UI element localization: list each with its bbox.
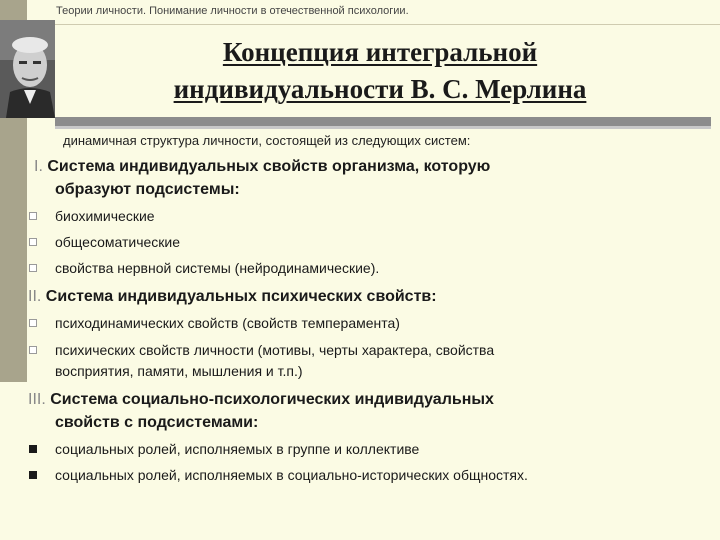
title-line-2: индивидуальности В. С. Мерлина (173, 74, 587, 104)
section-1-item-2: общесоматические (55, 234, 181, 250)
section-1-number: I. (34, 158, 43, 175)
solid-square-bullet-icon (29, 471, 37, 479)
intro-text: динамичная структура личности, состоящей из следующих систем: (63, 133, 471, 148)
section-3-item-2: социальных ролей, исполняемых в социально-исторических общностях. (55, 467, 528, 483)
portrait-photo (0, 20, 55, 118)
solid-square-bullet-icon (29, 445, 37, 453)
section-3-number: III. (28, 391, 46, 408)
hollow-square-bullet-icon (29, 264, 37, 272)
section-3-heading (28, 390, 494, 410)
slide-subtitle: Теории личности. Понимание личности в отечественной психологии. (56, 5, 409, 17)
top-divider (45, 24, 720, 25)
section-2-heading-line1: Система индивидуальных психических свойств: (45, 288, 437, 305)
section-2-number: II. (28, 288, 42, 305)
hollow-square-bullet-icon (29, 319, 37, 327)
title-line-1: Концепция интегральной (222, 37, 538, 67)
section-1-heading (34, 157, 490, 177)
hollow-square-bullet-icon (29, 346, 37, 354)
title-rule-shadow (55, 126, 711, 129)
title-rule (55, 117, 711, 126)
section-1-item-3: свойства нервной системы (нейродинамические). (55, 260, 380, 276)
section-3-item-1: социальных ролей, исполняемых в группе и коллективе (55, 441, 420, 457)
section-1-heading-line2: образуют подсистемы: (55, 181, 240, 198)
hollow-square-bullet-icon (29, 212, 37, 220)
section-2-item-2: психических свойств личности (мотивы, черты характера, свойства (55, 342, 495, 358)
section-2-item-2-cont: восприятия, памяти, мышления и т.п.) (55, 363, 303, 379)
slide-title (110, 34, 650, 108)
section-3-heading-line1: Система социально-психологических индивидуальных (50, 391, 494, 408)
section-1-item-1: биохимические (55, 208, 155, 224)
section-2-heading (28, 287, 437, 307)
left-band-lower (0, 382, 27, 540)
section-3-heading-line2: свойств с подсистемами: (55, 414, 259, 431)
section-2-item-1: психодинамических свойств (свойств темперамента) (55, 315, 400, 331)
section-1-heading-line1: Система индивидуальных свойств организма, которую (47, 158, 491, 175)
hollow-square-bullet-icon (29, 238, 37, 246)
